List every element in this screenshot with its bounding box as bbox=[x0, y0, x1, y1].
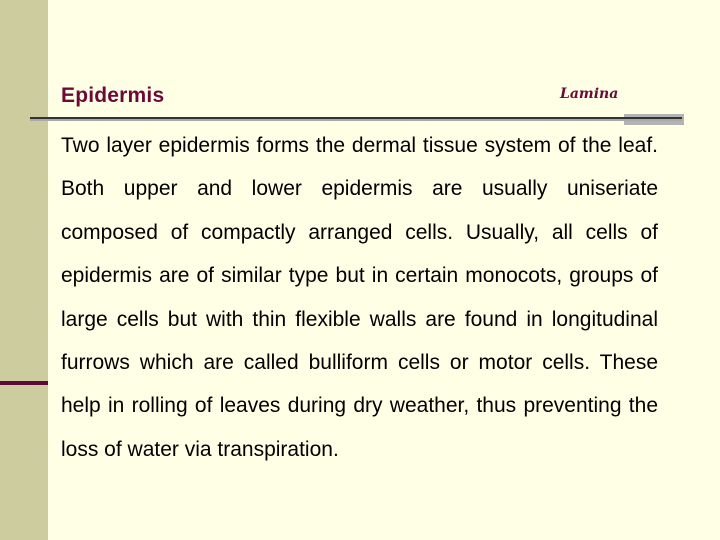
title-rule bbox=[30, 117, 682, 121]
slide-title: Epidermis bbox=[61, 84, 165, 107]
sidebar-accent-line bbox=[0, 381, 48, 385]
slide-body-text: Two layer epidermis forms the dermal tissue system of the leaf. Both upper and lower epidermis are usually uniseriate composed of compactly arranged cells. Usually, all cells of epidermis are of similar type but in certain monocots, groups of large cells but with thin flexible walls are found in longitudinal furrows which are called bulliform cells or motor cells. These help in rolling of leaves during dry weather, thus preventing the loss of water via transpiration. bbox=[61, 134, 658, 461]
corner-label: Lamina bbox=[560, 86, 619, 102]
slide-sidebar bbox=[0, 0, 48, 540]
